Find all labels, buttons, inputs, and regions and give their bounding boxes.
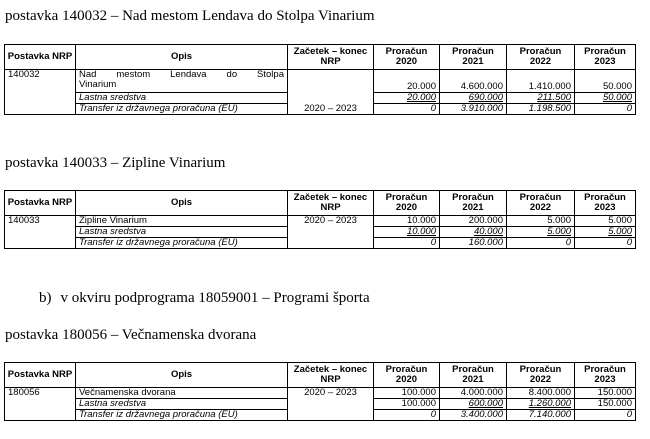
value-2021: 4.600.000 xyxy=(440,70,507,93)
value-2021: 690.000 xyxy=(440,93,507,104)
section-heading-140033: postavka 140033 – Zipline Vinarium xyxy=(5,155,226,171)
header-nrp: Postavka NRP xyxy=(5,45,76,70)
period-cell: 2020 – 2023 xyxy=(288,70,374,115)
header-2021: Proračun 2021 xyxy=(440,363,507,388)
value-2022: 0 xyxy=(507,238,575,249)
subprogram-heading xyxy=(39,290,370,307)
opis-cell xyxy=(76,70,288,93)
value-2022: 211.500 xyxy=(507,93,575,104)
opis-cell: Transfer iz državnega proračuna (EU) xyxy=(76,410,288,421)
table-row xyxy=(5,216,636,227)
opis-cell: Transfer iz državnega proračuna (EU) xyxy=(76,104,288,115)
value-2021: 160.000 xyxy=(440,238,507,249)
header-period: Začetek – konec NRP xyxy=(288,363,374,388)
nrp-cell: 140033 xyxy=(5,216,76,249)
header-nrp: Postavka NRP xyxy=(5,191,76,216)
value-2022: 8.400.000 xyxy=(507,388,575,399)
header-2020: Proračun 2020 xyxy=(374,45,440,70)
header-2023: Proračun 2023 xyxy=(575,191,636,216)
value-2022: 1.198.500 xyxy=(507,104,575,115)
header-nrp: Postavka NRP xyxy=(5,363,76,388)
budget-table-180056 xyxy=(4,362,636,421)
value-2023: 0 xyxy=(575,104,636,115)
nrp-cell: 140032 xyxy=(5,70,76,115)
opis-line-1: Nad mestom Lendava do Stolpa xyxy=(79,69,284,80)
value-2022: 5.000 xyxy=(507,216,575,227)
value-2020: 10.000 xyxy=(374,227,440,238)
header-opis: Opis xyxy=(76,45,288,70)
opis-cell: Transfer iz državnega proračuna (EU) xyxy=(76,238,288,249)
section-heading-140032: postavka 140032 – Nad mestom Lendava do Stolpa Vinarium xyxy=(5,8,375,24)
opis-cell: Lastna sredstva xyxy=(76,93,288,104)
value-2020: 100.000 xyxy=(374,399,440,410)
value-2020: 100.000 xyxy=(374,388,440,399)
value-2021: 4.000.000 xyxy=(440,388,507,399)
subprogram-marker: b) xyxy=(39,290,52,306)
value-2023: 150.000 xyxy=(575,388,636,399)
value-2022: 1.260.000 xyxy=(507,399,575,410)
value-2020: 0 xyxy=(374,104,440,115)
header-2022: Proračun 2022 xyxy=(507,191,575,216)
value-2023: 5.000 xyxy=(575,227,636,238)
header-opis: Opis xyxy=(76,363,288,388)
value-2021: 3.910.000 xyxy=(440,104,507,115)
value-2023: 0 xyxy=(575,410,636,421)
header-2022: Proračun 2022 xyxy=(507,45,575,70)
value-2020: 0 xyxy=(374,238,440,249)
opis-cell: Zipline Vinarium xyxy=(76,216,288,227)
table-header-row xyxy=(5,191,636,216)
value-2022: 5.000 xyxy=(507,227,575,238)
nrp-cell: 180056 xyxy=(5,388,76,421)
value-2020: 20.000 xyxy=(374,93,440,104)
budget-table-140033 xyxy=(4,190,636,249)
value-2023: 5.000 xyxy=(575,216,636,227)
value-2021: 40.000 xyxy=(440,227,507,238)
header-2021: Proračun 2021 xyxy=(440,45,507,70)
table-header-row xyxy=(5,363,636,388)
opis-cell: Večnamenska dvorana xyxy=(76,388,288,399)
value-2020: 0 xyxy=(374,410,440,421)
value-2022: 7.140.000 xyxy=(507,410,575,421)
value-2023: 50.000 xyxy=(575,93,636,104)
value-2020: 20.000 xyxy=(374,70,440,93)
period-cell: 2020 – 2023 xyxy=(288,388,374,421)
header-period: Začetek – konec NRP xyxy=(288,191,374,216)
value-2023: 0 xyxy=(575,238,636,249)
header-opis: Opis xyxy=(76,191,288,216)
header-2022: Proračun 2022 xyxy=(507,363,575,388)
value-2021: 600.000 xyxy=(440,399,507,410)
period-cell: 2020 – 2023 xyxy=(288,216,374,249)
subprogram-text: v okviru podprograma 18059001 – Programi športa xyxy=(60,290,370,306)
value-2023: 150.000 xyxy=(575,399,636,410)
header-2023: Proračun 2023 xyxy=(575,45,636,70)
value-2023: 50.000 xyxy=(575,70,636,93)
value-2022: 1.410.000 xyxy=(507,70,575,93)
section-heading-180056: postavka 180056 – Večnamenska dvorana xyxy=(5,327,257,343)
opis-cell: Lastna sredstva xyxy=(76,227,288,238)
value-2021: 3.400.000 xyxy=(440,410,507,421)
table-row xyxy=(5,70,636,93)
header-2020: Proračun 2020 xyxy=(374,191,440,216)
opis-cell: Lastna sredstva xyxy=(76,399,288,410)
budget-table-140032 xyxy=(4,44,636,115)
value-2021: 200.000 xyxy=(440,216,507,227)
value-2020: 10.000 xyxy=(374,216,440,227)
header-2021: Proračun 2021 xyxy=(440,191,507,216)
header-2023: Proračun 2023 xyxy=(575,363,636,388)
table-header-row xyxy=(5,45,636,70)
table-row xyxy=(5,388,636,399)
header-2020: Proračun 2020 xyxy=(374,363,440,388)
opis-line-2: Vinarium xyxy=(79,79,117,90)
header-period: Začetek – konec NRP xyxy=(288,45,374,70)
